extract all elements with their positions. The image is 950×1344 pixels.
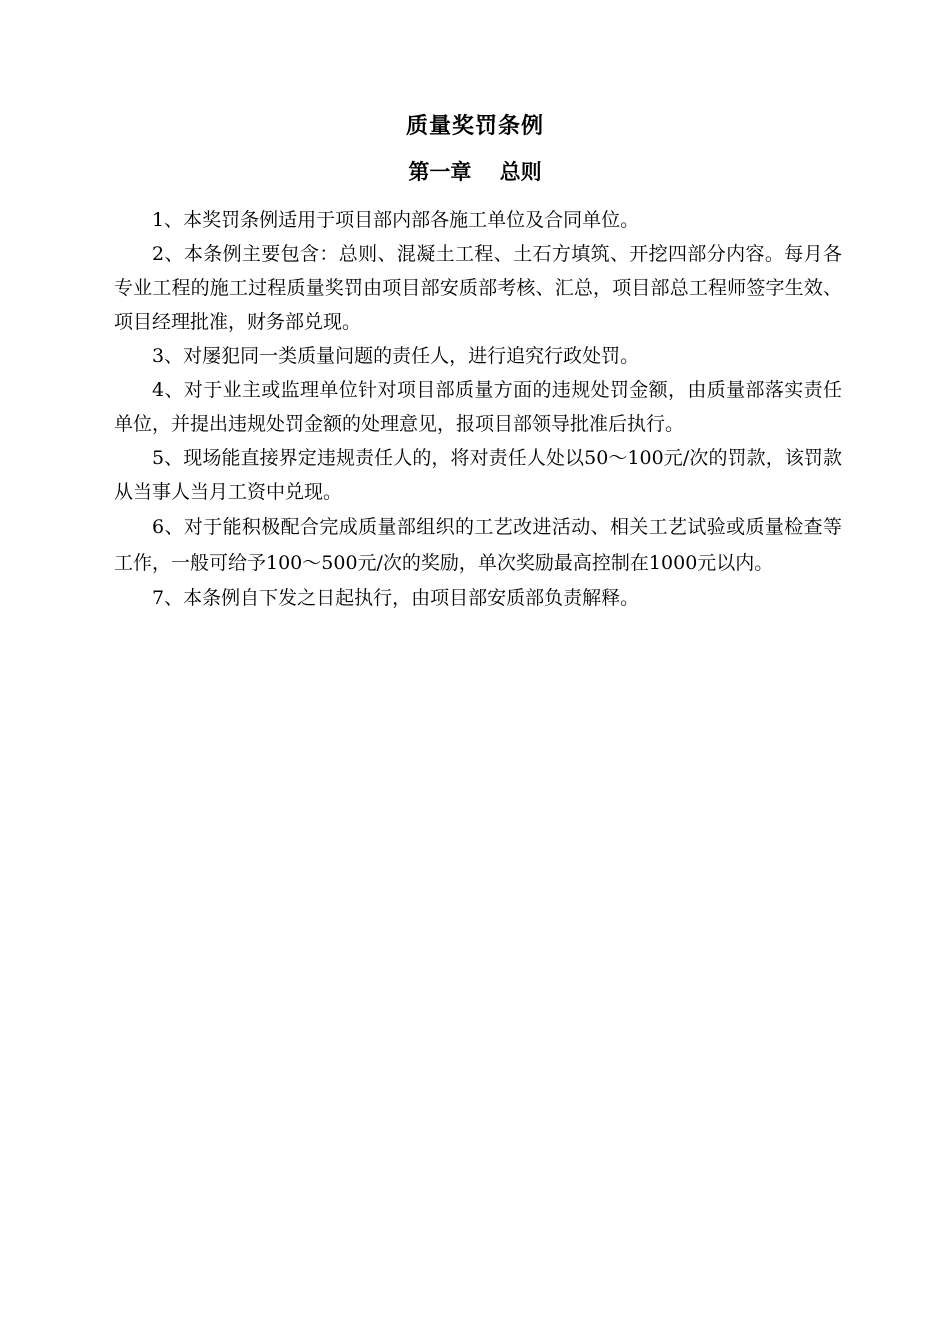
paragraph-6: 6、对于能积极配合完成质量部组织的工艺改进活动、相关工艺试验或质量检查等工作，一般可给予100～500元/次的奖励，单次奖励最高控制在1000元以内。 [114,516,842,574]
paragraph-2: 2、本条例主要包含：总则、混凝土工程、土石方填筑、开挖四部分内容。每月各专业工程的施工过程质量奖罚由项目部安质部考核、汇总，项目部总工程师签字生效、项目经理批准，财务部兑现。 [114,243,842,333]
paragraph-7: 7、本条例自下发之日起执行，由项目部安质部负责解释。 [152,587,640,609]
paragraph-3: 3、对屡犯同一类质量问题的责任人，进行追究行政处罚。 [152,345,640,367]
chapter-heading: 第一章 总则 [408,159,542,184]
document-title: 质量奖罚条例 [405,113,544,139]
document-body [114,203,842,615]
paragraph-1: 1、本奖罚条例适用于项目部内部各施工单位及合同单位。 [152,209,640,231]
paragraph-5: 5、现场能直接界定违规责任人的，将对责任人处以50～100元/次的罚款，该罚款从当事人当月工资中兑现。 [114,447,842,503]
paragraph-4: 4、对于业主或监理单位针对项目部质量方面的违规处罚金额，由质量部落实责任单位，并提出违规处罚金额的处理意见，报项目部领导批准后执行。 [114,379,842,435]
